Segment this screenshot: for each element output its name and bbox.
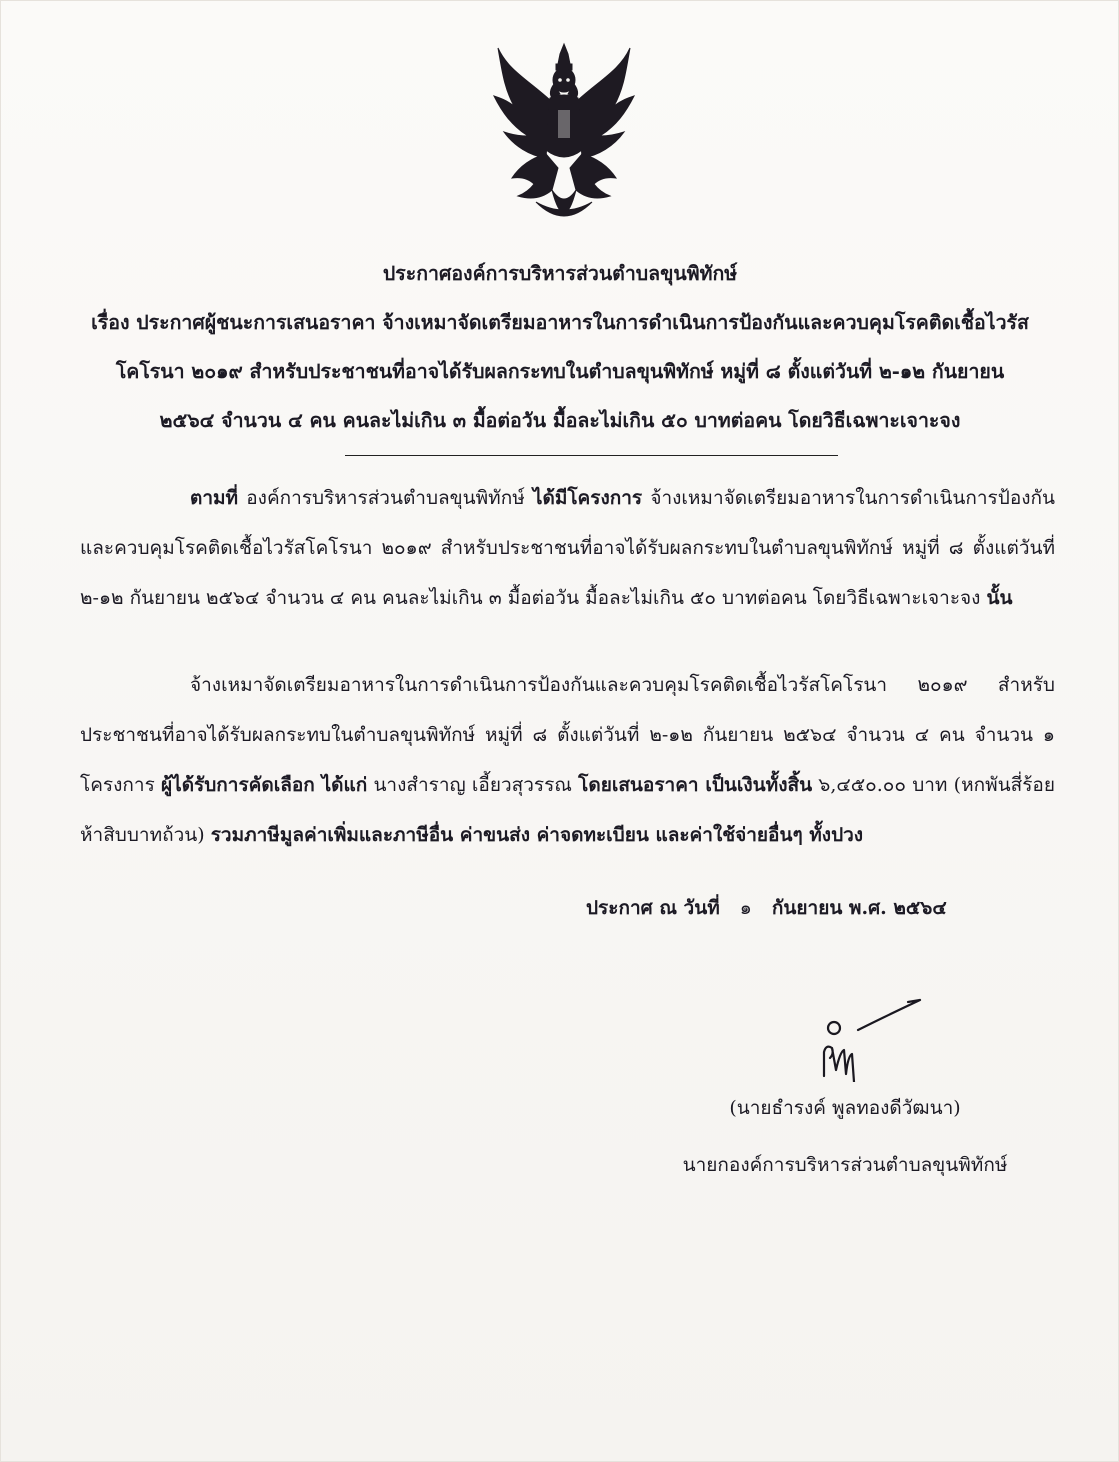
paragraph-emphasis: โดยเสนอราคา เป็นเงินทั้งสิ้น: [578, 774, 813, 796]
body-paragraph-2: [80, 660, 1055, 860]
paragraph-text: องค์การบริหารส่วนตำบลขุนพิทักษ์: [238, 487, 533, 509]
paragraph-tail: นั้น: [986, 587, 1013, 609]
date-label: ประกาศ ณ วันที่: [586, 897, 720, 919]
paragraph-lead: ตามที่: [190, 487, 239, 509]
paragraph-text: จ้างเหมาจัดเตรียมอาหารในการดำเนินการป้องกันและควบคุมโรคติดเชื้อไวรัสโคโรนา ๒๐๑๙ สำหรับประชาชนที่อาจได้รับผลกระทบในตำบลขุนพิทักษ์ หมู่ที่ ๘ ตั้งแต่วันที่ ๒-๑๒ กันยายน ๒๕๖๔ จำนวน ๔ คน จำนวน ๑ โครงการ: [80, 674, 1055, 796]
announcement-subject: [70, 298, 1050, 445]
subject-line: เรื่อง ประกาศผู้ชนะการเสนอราคา จ้างเหมาจัดเตรียมอาหารในการดำเนินการป้องกันและควบคุมโรคติดเชื้อไวรัส: [91, 311, 1029, 334]
header-divider: [345, 455, 838, 456]
subject-line: ๒๕๖๔ จำนวน ๔ คน คนละไม่เกิน ๓ มื้อต่อวัน มื้อละไม่เกิน ๕๐ บาทต่อคน โดยวิธีเฉพาะเจาะจง: [159, 409, 961, 432]
announcement-title: ประกาศองค์การบริหารส่วนตำบลขุนพิทักษ์: [382, 262, 738, 285]
body-paragraph-1: [80, 473, 1055, 623]
signatory-position: นายกองค์การบริหารส่วนตำบลขุนพิทักษ์: [682, 1154, 1008, 1176]
signatory-name: (นายธำรงค์ พูลทองดีวัฒนา): [729, 1097, 961, 1119]
date-day: ๑: [739, 897, 752, 919]
paragraph-emphasis: รวมภาษีมูลค่าเพิ่มและภาษีอื่น ค่าขนส่ง ค่าจดทะเบียน และค่าใช้จ่ายอื่นๆ ทั้งปวง: [210, 824, 864, 846]
date-month-year: กันยายน พ.ศ. ๒๕๖๔: [771, 897, 947, 919]
garuda-emblem-icon: [488, 40, 640, 236]
subject-line: โคโรนา ๒๐๑๙ สำหรับประชาชนที่อาจได้รับผลกระทบในตำบลขุนพิทักษ์ หมู่ที่ ๘ ตั้งแต่วันที่ ๒-๑๒ กันยายน: [115, 360, 1005, 383]
paragraph-text: จ้างเหมาจัดเตรียมอาหารในการดำเนินการป้องกันและควบคุมโรคติดเชื้อไวรัสโคโรนา ๒๐๑๙ สำหรับประชาชนที่อาจได้รับผลกระทบในตำบลขุนพิทักษ์ หมู่ที่ ๘ ตั้งแต่วันที่ ๒-๑๒ กันยายน ๒๕๖๔ จำนวน ๔ คน คนละไม่เกิน ๓ มื้อต่อวัน มื้อละไม่เกิน ๕๐ บาทต่อคน โดยวิธีเฉพาะเจาะจง: [80, 487, 1055, 609]
paragraph-emphasis: ได้มีโครงการ: [532, 487, 643, 509]
price-amount: ๖,๔๕๐.๐๐ บาท (หกพันสี่ร้อยห้าสิบบาทถ้วน): [80, 774, 1055, 846]
paragraph-emphasis: ผู้ได้รับการคัดเลือก ได้แก่: [161, 774, 368, 796]
winner-name: นางสำราญ เอี้ยวสุวรรณ: [367, 774, 579, 796]
announcement-date: [586, 893, 961, 923]
handwritten-signature: [796, 992, 926, 1082]
